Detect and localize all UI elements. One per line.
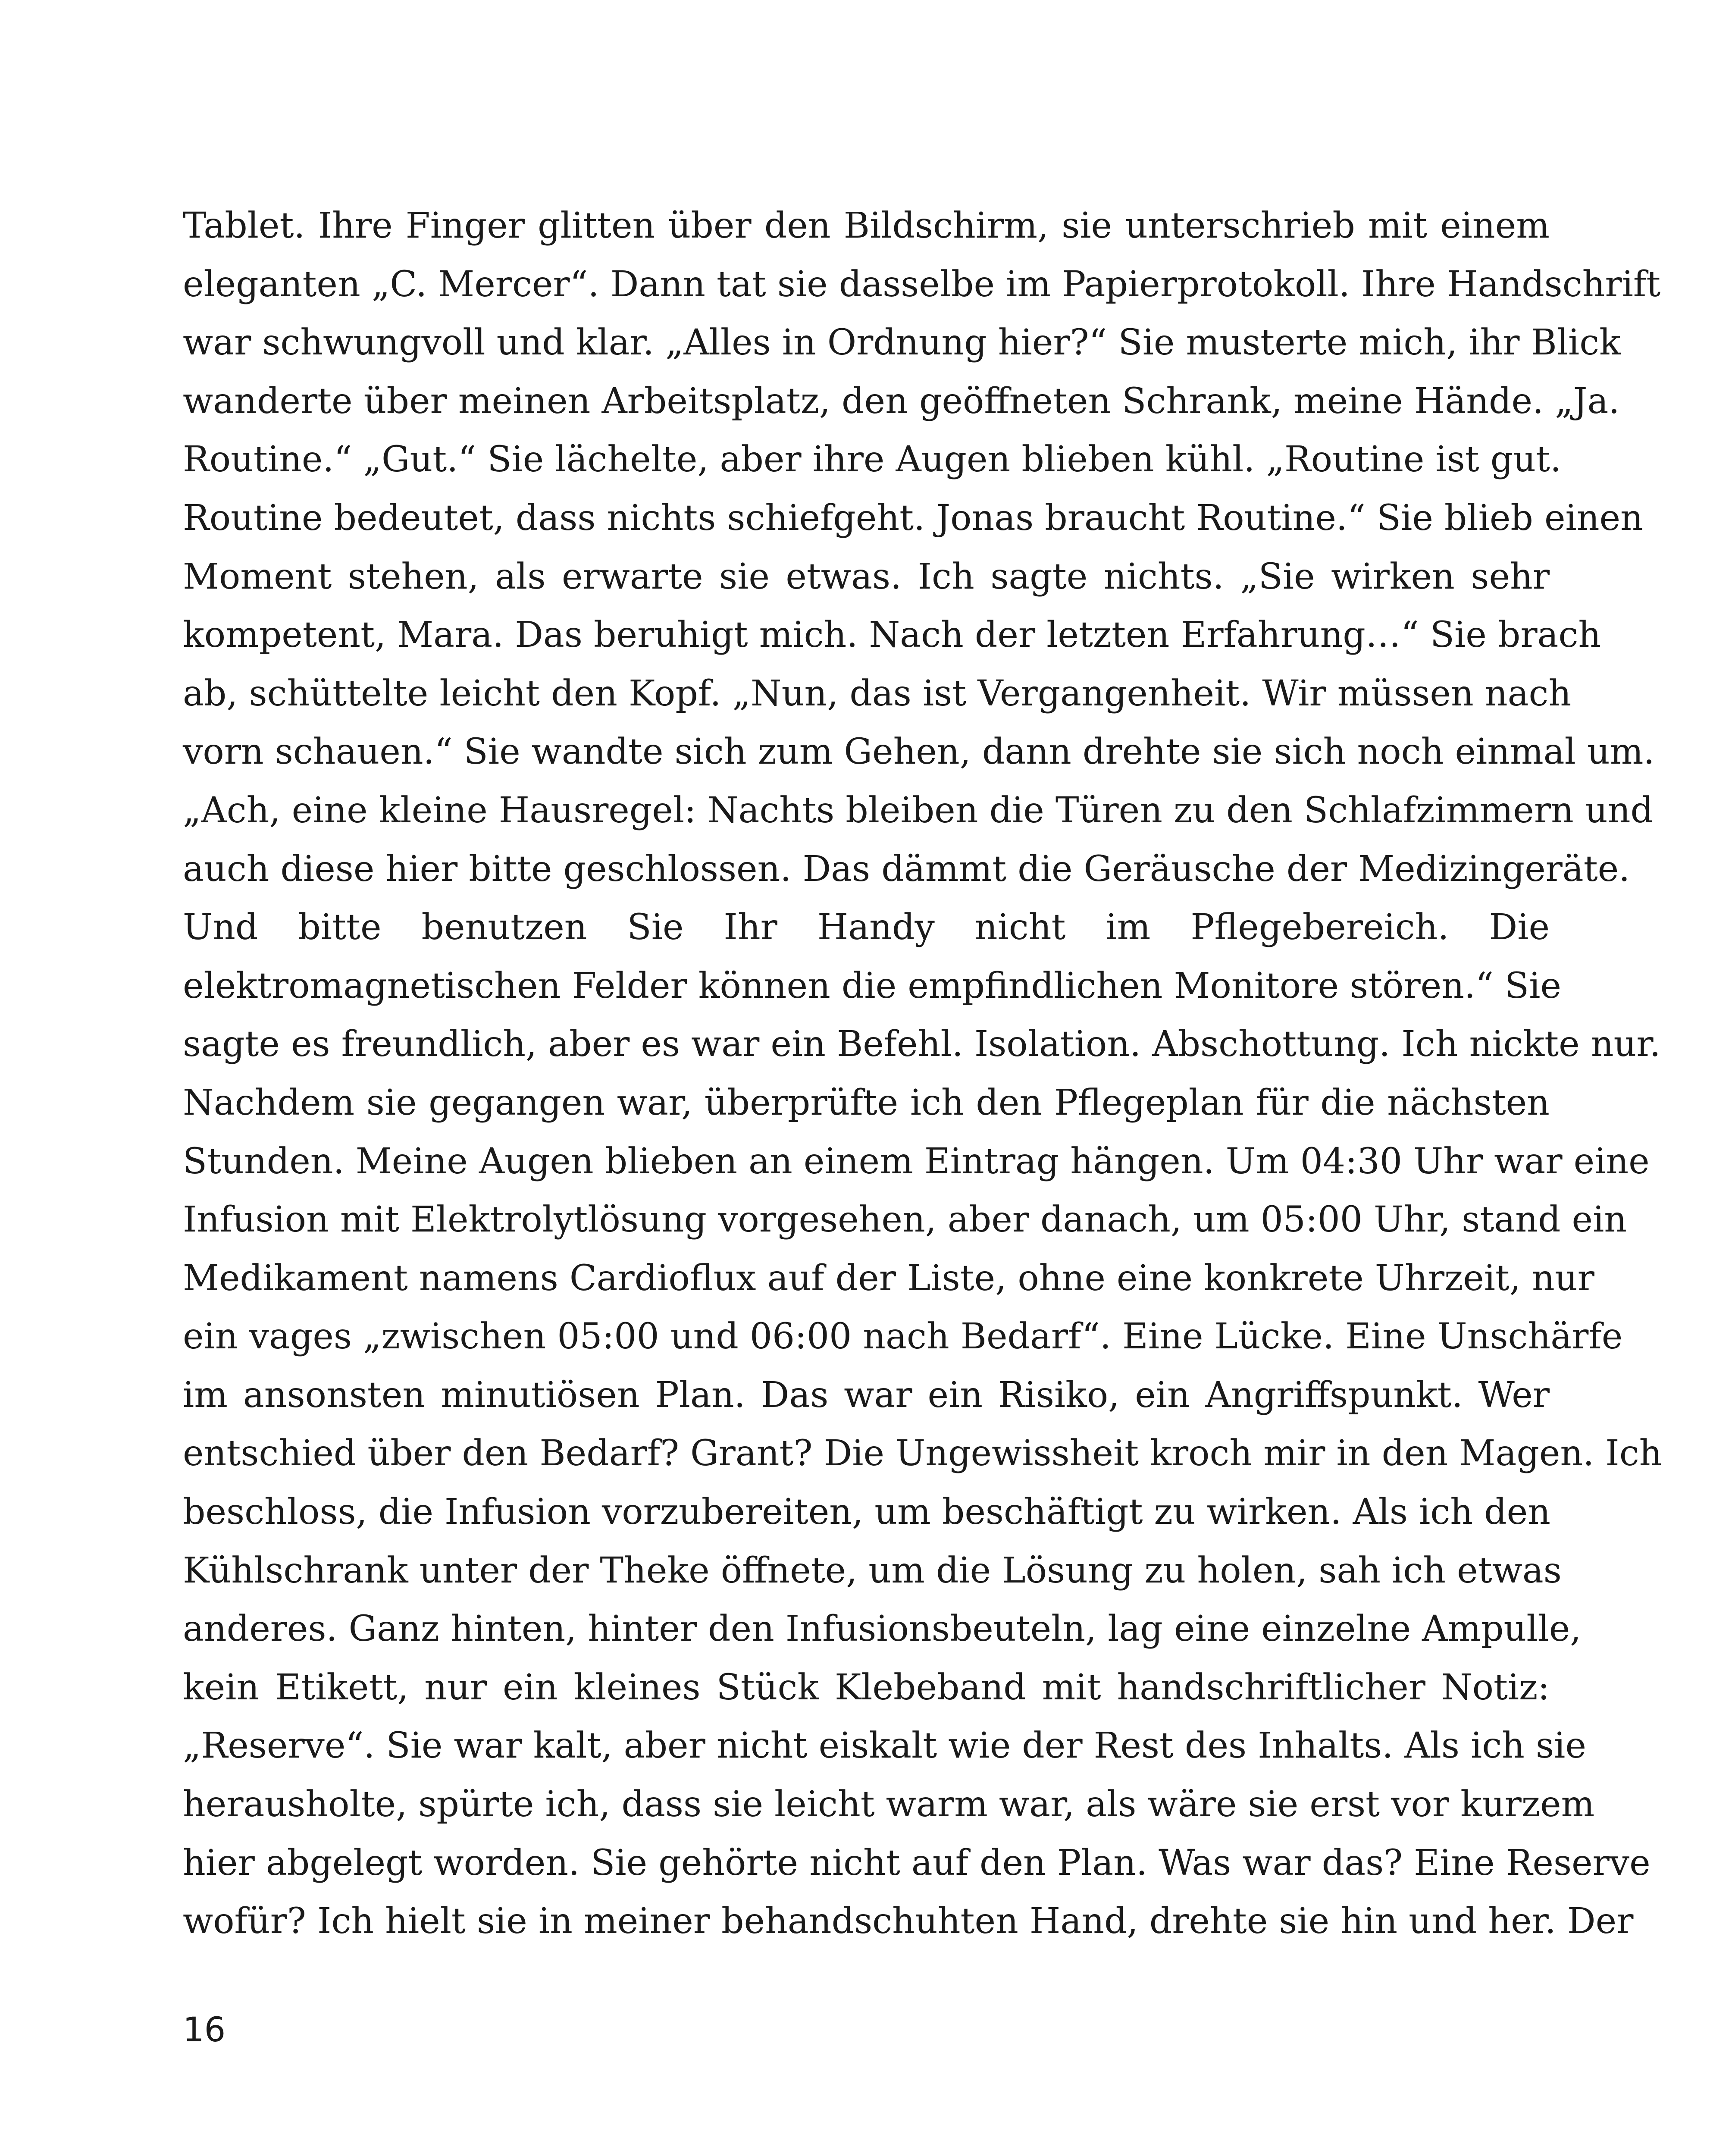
text-line: Infusion mit Elektrolytlösung vorgesehen, aber danach, um 05:00 Uhr, stand ein bbox=[183, 1199, 1627, 1241]
text-line: war schwungvoll und klar. „Alles in Ordnung hier?“ Sie musterte mich, ihr Blick bbox=[183, 322, 1621, 364]
text-line: „Ach, eine kleine Hausregel: Nachts bleiben die Türen zu den Schlafzimmern und bbox=[183, 790, 1654, 831]
text-line: anderes. Ganz hinten, hinter den Infusionsbeuteln, lag eine einzelne Ampulle, bbox=[183, 1608, 1582, 1650]
text-line: Routine bedeutet, dass nichts schiefgeht. Jonas braucht Routine.“ Sie blieb einen bbox=[183, 497, 1643, 539]
body-text bbox=[183, 197, 1662, 1951]
text-line: beschloss, die Infusion vorzubereiten, um beschäftigt zu wirken. Als ich den bbox=[183, 1492, 1550, 1533]
text-line: Und bitte benutzen Sie Ihr Handy nicht im Pflegebereich. Die bbox=[183, 907, 1550, 948]
text-line: vorn schauen.“ Sie wandte sich zum Gehen, dann drehte sie sich noch einmal um. bbox=[183, 731, 1655, 773]
text-line: im ansonsten minutiösen Plan. Das war ein Risiko, ein Angriffspunkt. Wer bbox=[183, 1374, 1550, 1416]
text-line: herausholte, spürte ich, dass sie leicht warm war, als wäre sie erst vor kurzem bbox=[183, 1784, 1595, 1825]
text-line: wofür? Ich hielt sie in meiner behandschuhten Hand, drehte sie hin und her. Der bbox=[183, 1901, 1634, 1942]
text-line: Kühlschrank unter der Theke öffnete, um die Lösung zu holen, sah ich etwas bbox=[183, 1550, 1562, 1591]
text-line: Moment stehen, als erwarte sie etwas. Ich sagte nichts. „Sie wirken sehr bbox=[183, 556, 1550, 597]
text-line: Nachdem sie gegangen war, überprüfte ich den Pflegeplan für die nächsten bbox=[183, 1082, 1550, 1123]
text-line: entschied über den Bedarf? Grant? Die Ungewissheit kroch mir in den Magen. Ich bbox=[183, 1433, 1662, 1474]
text-line: „Reserve“. Sie war kalt, aber nicht eiskalt wie der Rest des Inhalts. Als ich sie bbox=[183, 1725, 1586, 1767]
page-number: 16 bbox=[183, 2011, 226, 2049]
text-line: sagte es freundlich, aber es war ein Befehl. Isolation. Abschottung. Ich nickte nur. bbox=[183, 1024, 1661, 1065]
text-line: Tablet. Ihre Finger glitten über den Bildschirm, sie unterschrieb mit einem bbox=[183, 205, 1550, 246]
text-line: eleganten „C. Mercer“. Dann tat sie dasselbe im Papierprotokoll. Ihre Handschrift bbox=[183, 263, 1661, 305]
text-line: ein vages „zwischen 05:00 und 06:00 nach Bedarf“. Eine Lücke. Eine Unschärfe bbox=[183, 1316, 1623, 1357]
text-line: hier abgelegt worden. Sie gehörte nicht auf den Plan. Was war das? Eine Reserve bbox=[183, 1842, 1651, 1883]
text-line: Routine.“ „Gut.“ Sie lächelte, aber ihre Augen blieben kühl. „Routine ist gut. bbox=[183, 439, 1562, 480]
text-line: kein Etikett, nur ein kleines Stück Klebeband mit handschriftlicher Notiz: bbox=[183, 1667, 1550, 1708]
text-line: wanderte über meinen Arbeitsplatz, den geöffneten Schrank, meine Hände. „Ja. bbox=[183, 380, 1620, 422]
text-line: kompetent, Mara. Das beruhigt mich. Nach der letzten Erfahrung…“ Sie brach bbox=[183, 614, 1601, 656]
text-line: elektromagnetischen Felder können die empfindlichen Monitore stören.“ Sie bbox=[183, 965, 1561, 1006]
text-line: Medikament namens Cardioflux auf der Liste, ohne eine konkrete Uhrzeit, nur bbox=[183, 1257, 1594, 1299]
text-line: Stunden. Meine Augen blieben an einem Eintrag hängen. Um 04:30 Uhr war eine bbox=[183, 1141, 1650, 1182]
text-line: auch diese hier bitte geschlossen. Das dämmt die Geräusche der Medizingeräte. bbox=[183, 848, 1630, 890]
text-line: ab, schüttelte leicht den Kopf. „Nun, das ist Vergangenheit. Wir müssen nach bbox=[183, 673, 1572, 714]
